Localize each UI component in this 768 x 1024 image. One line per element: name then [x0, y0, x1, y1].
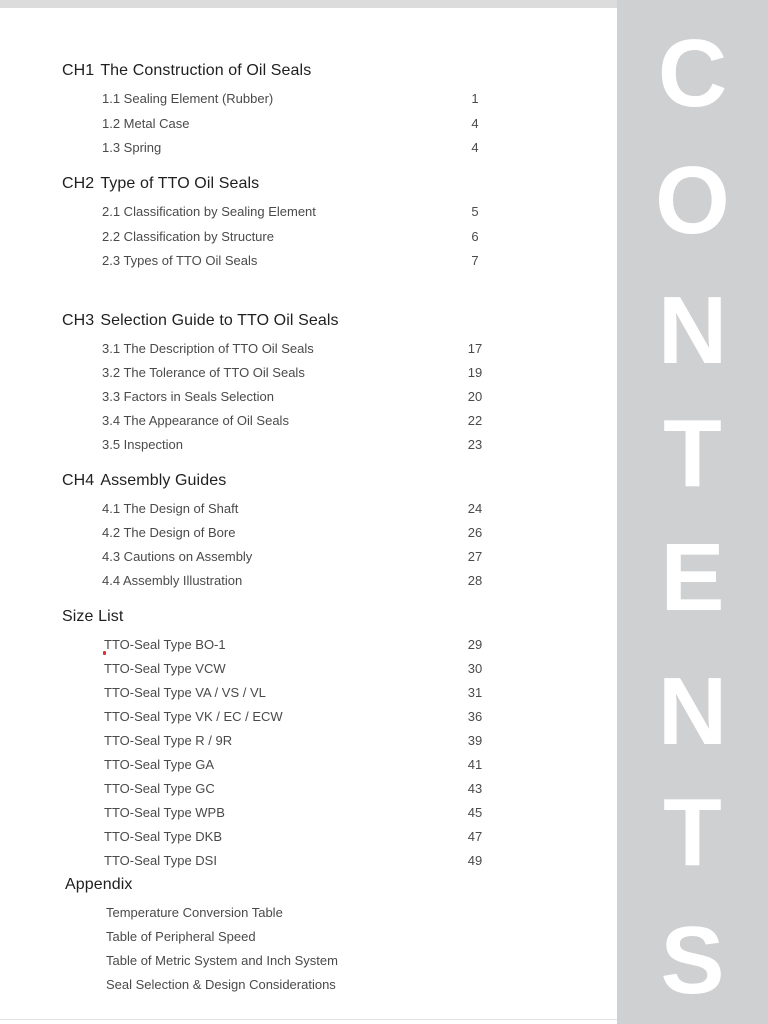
toc-entry-label: 1.3 Spring [102, 140, 162, 155]
appendix-entry: Table of Peripheral Speed [106, 929, 256, 944]
size-entry-page: 49 [467, 853, 483, 868]
chapter-heading [62, 472, 226, 490]
size-entry-page: 41 [467, 757, 483, 772]
toc-entry-label: 1.2 Metal Case [102, 116, 190, 131]
toc-entry-page: 19 [467, 365, 483, 380]
size-entry-label: TTO-Seal Type DSI [104, 853, 217, 868]
toc-entry-page: 4 [471, 140, 479, 155]
size-entry-label: TTO-Seal Type R / 9R [104, 733, 233, 748]
toc-entry-label: 2.3 Types of TTO Oil Seals [102, 253, 258, 268]
size-entry-page: 31 [467, 685, 483, 700]
chapter-title: Selection Guide to TTO Oil Seals [100, 312, 339, 329]
toc-entry-page: 26 [467, 525, 483, 540]
size-list-heading: Size List [62, 608, 124, 625]
bottom-edge-line [0, 1019, 617, 1020]
size-entry-page: 30 [467, 661, 483, 676]
side-letter-n: N [657, 277, 728, 384]
side-letter-s: S [660, 907, 725, 1014]
chapter-number: CH1 [62, 62, 95, 79]
size-entry-label: TTO-Seal Type DKB [104, 829, 223, 844]
toc-entry-page: 28 [467, 573, 483, 588]
appendix-heading: Appendix [65, 876, 133, 893]
toc-entry-page: 6 [471, 229, 479, 244]
toc-entry-label: 2.1 Classification by Sealing Element [102, 204, 316, 219]
chapter-heading [62, 312, 339, 330]
toc-entry-page: 7 [471, 253, 479, 268]
contents-side-band [617, 0, 768, 1024]
size-entry-label: TTO-Seal Type GA [104, 757, 215, 772]
appendix-entry: Seal Selection & Design Considerations [106, 977, 336, 992]
chapter-heading [62, 62, 311, 80]
toc-entry-label: 3.3 Factors in Seals Selection [102, 389, 274, 404]
side-letter-t: T [663, 779, 722, 886]
size-entry-page: 36 [467, 709, 483, 724]
toc-entry-page: 22 [467, 413, 483, 428]
toc-entry-label: 3.1 The Description of TTO Oil Seals [102, 341, 314, 356]
toc-entry-label: 4.4 Assembly Illustration [102, 573, 243, 588]
size-entry-label: TTO-Seal Type BO-1 [104, 637, 226, 652]
chapter-number: CH4 [62, 472, 95, 489]
toc-entry-page: 5 [471, 204, 479, 219]
toc-entry-label: 3.4 The Appearance of Oil Seals [102, 413, 289, 428]
toc-entry-label: 4.2 The Design of Bore [102, 525, 236, 540]
toc-entry-label: 4.1 The Design of Shaft [102, 501, 239, 516]
side-letter-e: E [660, 524, 725, 631]
chapter-title: Type of TTO Oil Seals [100, 175, 260, 192]
chapter-title: Assembly Guides [100, 472, 227, 489]
toc-entry-page: 4 [471, 116, 479, 131]
toc-entry-page: 17 [467, 341, 483, 356]
size-entry-label: TTO-Seal Type GC [104, 781, 215, 796]
toc-entry-page: 24 [467, 501, 483, 516]
size-entry-label: TTO-Seal Type VA / VS / VL [104, 685, 266, 700]
side-letter-o: O [655, 147, 730, 254]
size-entry-label: TTO-Seal Type VCW [104, 661, 226, 676]
side-letter-c: C [657, 20, 728, 127]
chapter-heading [62, 175, 259, 193]
size-entry-label: TTO-Seal Type WPB [104, 805, 225, 820]
size-entry-page: 47 [467, 829, 483, 844]
chapter-title: The Construction of Oil Seals [100, 62, 312, 79]
toc-entry-page: 27 [467, 549, 483, 564]
size-entry-page: 43 [467, 781, 483, 796]
chapter-number: CH3 [62, 312, 95, 329]
side-letter-t: T [663, 400, 722, 507]
side-letter-n: N [657, 658, 728, 765]
toc-entry-label: 2.2 Classification by Structure [102, 229, 274, 244]
toc-entry-label: 1.1 Sealing Element (Rubber) [102, 91, 274, 106]
size-entry-page: 45 [467, 805, 483, 820]
toc-entry-page: 20 [467, 389, 483, 404]
appendix-entry: Table of Metric System and Inch System [106, 953, 338, 968]
toc-entry-label: 3.5 Inspection [102, 437, 183, 452]
toc-entry-page: 23 [467, 437, 483, 452]
appendix-entry: Temperature Conversion Table [106, 905, 283, 920]
toc-entry-label: 4.3 Cautions on Assembly [102, 549, 253, 564]
size-entry-page: 39 [467, 733, 483, 748]
toc-entry-page: 1 [471, 91, 479, 106]
size-entry-label: TTO-Seal Type VK / EC / ECW [104, 709, 283, 724]
toc-entry-label: 3.2 The Tolerance of TTO Oil Seals [102, 365, 305, 380]
chapter-number: CH2 [62, 175, 95, 192]
size-entry-page: 29 [467, 637, 483, 652]
